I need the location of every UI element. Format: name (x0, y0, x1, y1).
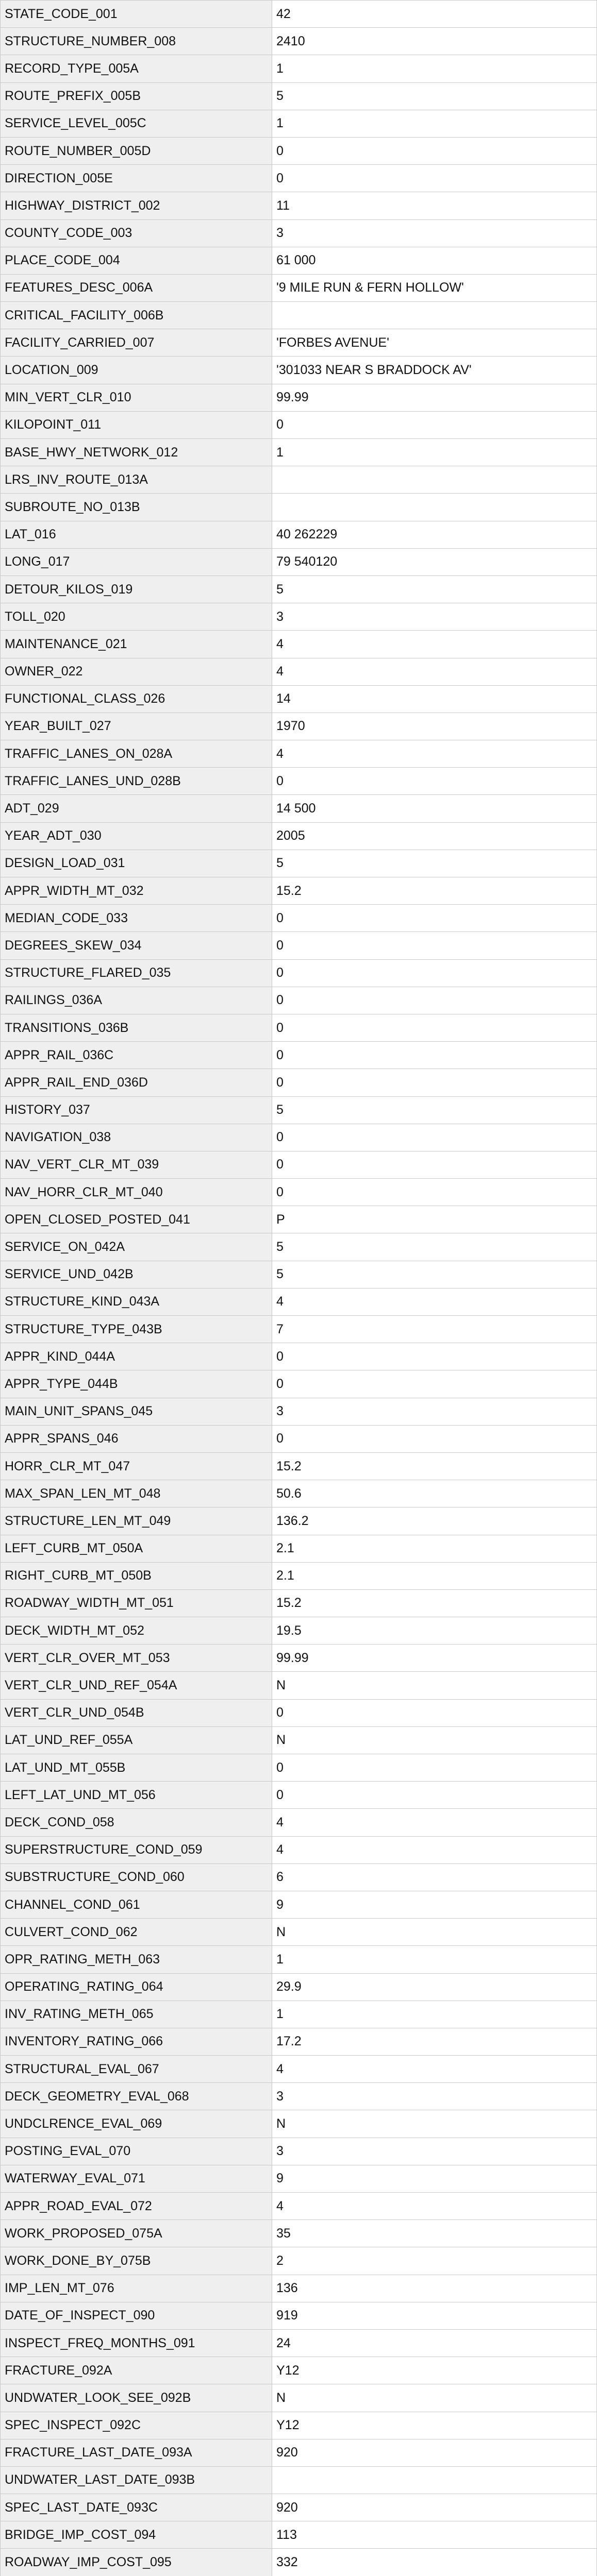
table-row (1, 987, 597, 1014)
table-row (1, 1699, 597, 1726)
field-value-cell (272, 302, 597, 329)
field-value-cell: 7 (272, 1316, 597, 1343)
field-name-cell: SERVICE_ON_042A (1, 1233, 272, 1261)
field-name-cell: FRACTURE_LAST_DATE_093A (1, 2439, 272, 2466)
field-name-cell: LAT_UND_REF_055A (1, 1726, 272, 1754)
field-value-cell: 5 (272, 82, 597, 110)
field-value-cell: 920 (272, 2494, 597, 2521)
field-value-cell: 1970 (272, 713, 597, 740)
field-name-cell: LAT_016 (1, 521, 272, 548)
field-name-cell: FACILITY_CARRIED_007 (1, 329, 272, 357)
field-value-cell: 5 (272, 575, 597, 603)
table-row (1, 1480, 597, 1507)
table-row (1, 2302, 597, 2329)
field-name-cell: RECORD_TYPE_005A (1, 55, 272, 82)
field-value-cell: 3 (272, 2138, 597, 2165)
field-value-cell: 0 (272, 1343, 597, 1370)
table-row (1, 329, 597, 357)
field-value-cell: 42 (272, 1, 597, 28)
field-value-cell: 4 (272, 740, 597, 768)
field-name-cell: MAINTENANCE_021 (1, 631, 272, 658)
field-name-cell: SERVICE_LEVEL_005C (1, 110, 272, 137)
field-name-cell: OPR_RATING_METH_063 (1, 1946, 272, 1973)
field-name-cell: MAIN_UNIT_SPANS_045 (1, 1398, 272, 1425)
table-row (1, 1179, 597, 1206)
field-name-cell: CHANNEL_COND_061 (1, 1891, 272, 1918)
field-name-cell: LONG_017 (1, 548, 272, 575)
field-value-cell: 4 (272, 631, 597, 658)
field-name-cell: LRS_INV_ROUTE_013A (1, 466, 272, 494)
table-row (1, 575, 597, 603)
table-row (1, 740, 597, 768)
field-value-cell: 24 (272, 2329, 597, 2357)
table-row (1, 384, 597, 411)
field-name-cell: DECK_GEOMETRY_EVAL_068 (1, 2083, 272, 2110)
table-row (1, 795, 597, 822)
field-value-cell: 35 (272, 2220, 597, 2247)
field-name-cell: ROADWAY_IMP_COST_095 (1, 2549, 272, 2576)
field-value-cell: 17.2 (272, 2028, 597, 2055)
field-name-cell: TRAFFIC_LANES_ON_028A (1, 740, 272, 768)
field-name-cell: PLACE_CODE_004 (1, 247, 272, 274)
table-row (1, 1726, 597, 1754)
field-value-cell: 0 (272, 1124, 597, 1151)
table-row (1, 2384, 597, 2412)
field-value-cell: 920 (272, 2439, 597, 2466)
field-value-cell: 113 (272, 2521, 597, 2549)
field-value-cell: N (272, 2110, 597, 2138)
table-row (1, 1589, 597, 1617)
field-value-cell: 1 (272, 2001, 597, 2028)
table-row (1, 685, 597, 713)
table-row (1, 1946, 597, 1973)
table-row (1, 274, 597, 301)
table-row (1, 1096, 597, 1124)
field-value-cell: 332 (272, 2549, 597, 2576)
field-value-cell: 4 (272, 1809, 597, 1836)
field-value-cell: 2.1 (272, 1562, 597, 1589)
field-name-cell: FUNCTIONAL_CLASS_026 (1, 685, 272, 713)
field-name-cell: APPR_SPANS_046 (1, 1425, 272, 1452)
field-value-cell: 50.6 (272, 1480, 597, 1507)
field-name-cell: DATE_OF_INSPECT_090 (1, 2302, 272, 2329)
field-name-cell: RAILINGS_036A (1, 987, 272, 1014)
table-row (1, 28, 597, 55)
table-row (1, 82, 597, 110)
table-row (1, 2466, 597, 2494)
field-name-cell: CRITICAL_FACILITY_006B (1, 302, 272, 329)
field-value-cell: P (272, 1206, 597, 1233)
field-value-cell (272, 2466, 597, 2494)
field-name-cell: APPR_WIDTH_MT_032 (1, 877, 272, 905)
field-value-cell: 14 500 (272, 795, 597, 822)
field-name-cell: WATERWAY_EVAL_071 (1, 2165, 272, 2192)
table-row (1, 1151, 597, 1178)
field-value-cell: 0 (272, 165, 597, 192)
table-row (1, 439, 597, 466)
field-value-cell: 0 (272, 1425, 597, 1452)
field-value-cell: 0 (272, 1014, 597, 1041)
field-value-cell: 9 (272, 1891, 597, 1918)
table-row (1, 713, 597, 740)
field-value-cell: 79 540120 (272, 548, 597, 575)
table-row (1, 2549, 597, 2576)
table-row (1, 850, 597, 877)
field-name-cell: SPEC_INSPECT_092C (1, 2412, 272, 2439)
table-row (1, 1754, 597, 1782)
field-name-cell: INV_RATING_METH_065 (1, 2001, 272, 2028)
field-value-cell: 1 (272, 1946, 597, 1973)
field-value-cell: 0 (272, 932, 597, 959)
field-value-cell: 5 (272, 1233, 597, 1261)
table-row (1, 1233, 597, 1261)
field-name-cell: LOCATION_009 (1, 357, 272, 384)
table-row (1, 2138, 597, 2165)
table-row (1, 1316, 597, 1343)
table-row (1, 2001, 597, 2028)
field-name-cell: SERVICE_UND_042B (1, 1261, 272, 1288)
field-name-cell: UNDCLRENCE_EVAL_069 (1, 2110, 272, 2138)
field-value-cell: 136 (272, 2275, 597, 2302)
table-row (1, 1452, 597, 1480)
table-row (1, 2329, 597, 2357)
table-row (1, 411, 597, 438)
field-value-cell: N (272, 1919, 597, 1946)
table-row (1, 1370, 597, 1398)
field-name-cell: ROUTE_NUMBER_005D (1, 137, 272, 164)
table-row (1, 1836, 597, 1863)
field-value-cell: 14 (272, 685, 597, 713)
table-row (1, 1042, 597, 1069)
field-name-cell: VERT_CLR_OVER_MT_053 (1, 1645, 272, 1672)
table-row (1, 822, 597, 850)
table-row (1, 1, 597, 28)
field-name-cell: YEAR_BUILT_027 (1, 713, 272, 740)
table-row (1, 1206, 597, 1233)
field-value-cell: N (272, 1726, 597, 1754)
field-value-cell: 99.99 (272, 1645, 597, 1672)
table-row (1, 137, 597, 164)
table-row (1, 302, 597, 329)
field-value-cell: 1 (272, 439, 597, 466)
table-row (1, 631, 597, 658)
field-name-cell: CULVERT_COND_062 (1, 1919, 272, 1946)
field-value-cell: 29.9 (272, 1973, 597, 2001)
field-name-cell: FEATURES_DESC_006A (1, 274, 272, 301)
field-name-cell: NAVIGATION_038 (1, 1124, 272, 1151)
field-name-cell: DEGREES_SKEW_034 (1, 932, 272, 959)
table-row (1, 1124, 597, 1151)
field-name-cell: TOLL_020 (1, 603, 272, 631)
field-name-cell: ADT_029 (1, 795, 272, 822)
table-row (1, 768, 597, 795)
table-row (1, 1809, 597, 1836)
field-name-cell: LAT_UND_MT_055B (1, 1754, 272, 1782)
field-value-cell: 40 262229 (272, 521, 597, 548)
field-name-cell: VERT_CLR_UND_REF_054A (1, 1672, 272, 1699)
field-name-cell: INSPECT_FREQ_MONTHS_091 (1, 2329, 272, 2357)
field-value-cell: 136.2 (272, 1507, 597, 1535)
table-row (1, 110, 597, 137)
table-row (1, 1973, 597, 2001)
table-row (1, 1288, 597, 1315)
field-name-cell: SPEC_LAST_DATE_093C (1, 2494, 272, 2521)
field-name-cell: POSTING_EVAL_070 (1, 2138, 272, 2165)
field-value-cell: N (272, 2384, 597, 2412)
table-row (1, 959, 597, 987)
table-row (1, 2028, 597, 2055)
field-value-cell: 3 (272, 603, 597, 631)
field-value-cell: 9 (272, 2165, 597, 2192)
field-value-cell: 919 (272, 2302, 597, 2329)
field-name-cell: OPERATING_RATING_064 (1, 1973, 272, 2001)
field-value-cell: 0 (272, 1069, 597, 1096)
field-name-cell: SUPERSTRUCTURE_COND_059 (1, 1836, 272, 1863)
table-row (1, 1069, 597, 1096)
field-value-cell: 0 (272, 1699, 597, 1726)
field-value-cell: 0 (272, 1754, 597, 1782)
field-name-cell: TRANSITIONS_036B (1, 1014, 272, 1041)
table-row (1, 494, 597, 521)
field-value-cell: 99.99 (272, 384, 597, 411)
field-value-cell: 4 (272, 658, 597, 685)
field-value-cell: 'FORBES AVENUE' (272, 329, 597, 357)
table-row (1, 1014, 597, 1041)
table-row (1, 1891, 597, 1918)
field-name-cell: IMP_LEN_MT_076 (1, 2275, 272, 2302)
table-row (1, 2110, 597, 2138)
field-value-cell (272, 466, 597, 494)
field-name-cell: LEFT_CURB_MT_050A (1, 1535, 272, 1562)
table-row (1, 1343, 597, 1370)
table-row (1, 658, 597, 685)
table-row (1, 1672, 597, 1699)
field-value-cell: 19.5 (272, 1617, 597, 1645)
field-name-cell: UNDWATER_LOOK_SEE_092B (1, 2384, 272, 2412)
table-row (1, 2412, 597, 2439)
field-name-cell: OPEN_CLOSED_POSTED_041 (1, 1206, 272, 1233)
field-name-cell: NAV_VERT_CLR_MT_039 (1, 1151, 272, 1178)
field-name-cell: WORK_DONE_BY_075B (1, 2247, 272, 2275)
field-name-cell: HISTORY_037 (1, 1096, 272, 1124)
table-row (1, 2439, 597, 2466)
table-row (1, 1617, 597, 1645)
table-row (1, 357, 597, 384)
field-name-cell: FRACTURE_092A (1, 2357, 272, 2384)
field-name-cell: STRUCTURE_TYPE_043B (1, 1316, 272, 1343)
field-value-cell: 2 (272, 2247, 597, 2275)
field-name-cell: VERT_CLR_UND_054B (1, 1699, 272, 1726)
table-row (1, 192, 597, 219)
table-row (1, 1398, 597, 1425)
field-value-cell: 15.2 (272, 1452, 597, 1480)
field-value-cell: N (272, 1672, 597, 1699)
field-value-cell: 0 (272, 905, 597, 932)
field-value-cell (272, 494, 597, 521)
table-row (1, 219, 597, 247)
field-value-cell: 4 (272, 2193, 597, 2220)
field-value-cell: 0 (272, 411, 597, 438)
field-name-cell: HIGHWAY_DISTRICT_002 (1, 192, 272, 219)
field-name-cell: SUBSTRUCTURE_COND_060 (1, 1863, 272, 1891)
field-name-cell: APPR_TYPE_044B (1, 1370, 272, 1398)
table-row (1, 1919, 597, 1946)
table-row (1, 877, 597, 905)
field-name-cell: APPR_RAIL_END_036D (1, 1069, 272, 1096)
field-value-cell: 0 (272, 1042, 597, 1069)
field-name-cell: STATE_CODE_001 (1, 1, 272, 28)
field-value-cell: 15.2 (272, 1589, 597, 1617)
field-name-cell: APPR_KIND_044A (1, 1343, 272, 1370)
field-name-cell: STRUCTURE_LEN_MT_049 (1, 1507, 272, 1535)
field-value-cell: '301033 NEAR S BRADDOCK AV' (272, 357, 597, 384)
table-row (1, 1507, 597, 1535)
field-value-cell: '9 MILE RUN & FERN HOLLOW' (272, 274, 597, 301)
field-name-cell: RIGHT_CURB_MT_050B (1, 1562, 272, 1589)
field-name-cell: NAV_HORR_CLR_MT_040 (1, 1179, 272, 1206)
field-value-cell: 5 (272, 1261, 597, 1288)
field-value-cell: 5 (272, 1096, 597, 1124)
field-value-cell: 5 (272, 850, 597, 877)
table-row (1, 1645, 597, 1672)
field-value-cell: 2005 (272, 822, 597, 850)
field-name-cell: COUNTY_CODE_003 (1, 219, 272, 247)
field-value-cell: Y12 (272, 2412, 597, 2439)
field-value-cell: 1 (272, 110, 597, 137)
field-name-cell: DECK_COND_058 (1, 1809, 272, 1836)
table-row (1, 2494, 597, 2521)
table-row (1, 165, 597, 192)
field-name-cell: DIRECTION_005E (1, 165, 272, 192)
field-value-cell: 0 (272, 137, 597, 164)
field-value-cell: Y12 (272, 2357, 597, 2384)
field-value-cell: 0 (272, 1370, 597, 1398)
table-row (1, 2083, 597, 2110)
field-value-cell: 0 (272, 1179, 597, 1206)
field-value-cell: 1 (272, 55, 597, 82)
table-row (1, 2247, 597, 2275)
field-value-cell: 0 (272, 1782, 597, 1809)
field-name-cell: MAX_SPAN_LEN_MT_048 (1, 1480, 272, 1507)
field-name-cell: ROADWAY_WIDTH_MT_051 (1, 1589, 272, 1617)
table-row (1, 1425, 597, 1452)
field-name-cell: APPR_RAIL_036C (1, 1042, 272, 1069)
table-row (1, 2275, 597, 2302)
table-row (1, 2220, 597, 2247)
field-name-cell: DECK_WIDTH_MT_052 (1, 1617, 272, 1645)
table-row (1, 1261, 597, 1288)
table-row (1, 603, 597, 631)
field-value-cell: 0 (272, 1151, 597, 1178)
table-row (1, 2056, 597, 2083)
field-value-cell: 3 (272, 219, 597, 247)
field-name-cell: KILOPOINT_011 (1, 411, 272, 438)
field-value-cell: 4 (272, 1836, 597, 1863)
table-row (1, 521, 597, 548)
field-value-cell: 2.1 (272, 1535, 597, 1562)
field-name-cell: YEAR_ADT_030 (1, 822, 272, 850)
table-row (1, 548, 597, 575)
field-name-cell: STRUCTURE_KIND_043A (1, 1288, 272, 1315)
table-row (1, 1863, 597, 1891)
table-row (1, 1535, 597, 1562)
field-value-cell: 0 (272, 987, 597, 1014)
field-value-cell: 3 (272, 2083, 597, 2110)
table-row (1, 905, 597, 932)
field-name-cell: WORK_PROPOSED_075A (1, 2220, 272, 2247)
bridge-record-body (1, 1, 597, 2576)
field-value-cell: 4 (272, 2056, 597, 2083)
field-name-cell: DETOUR_KILOS_019 (1, 575, 272, 603)
field-name-cell: LEFT_LAT_UND_MT_056 (1, 1782, 272, 1809)
table-row (1, 2521, 597, 2549)
field-name-cell: STRUCTURE_NUMBER_008 (1, 28, 272, 55)
field-name-cell: STRUCTURE_FLARED_035 (1, 959, 272, 987)
table-row (1, 932, 597, 959)
table-row (1, 55, 597, 82)
table-row (1, 1562, 597, 1589)
field-value-cell: 4 (272, 1288, 597, 1315)
table-row (1, 1782, 597, 1809)
table-row (1, 2165, 597, 2192)
field-name-cell: OWNER_022 (1, 658, 272, 685)
field-name-cell: DESIGN_LOAD_031 (1, 850, 272, 877)
field-name-cell: ROUTE_PREFIX_005B (1, 82, 272, 110)
field-name-cell: SUBROUTE_NO_013B (1, 494, 272, 521)
field-value-cell: 15.2 (272, 877, 597, 905)
field-name-cell: BASE_HWY_NETWORK_012 (1, 439, 272, 466)
field-name-cell: INVENTORY_RATING_066 (1, 2028, 272, 2055)
field-value-cell: 11 (272, 192, 597, 219)
field-name-cell: MIN_VERT_CLR_010 (1, 384, 272, 411)
field-value-cell: 61 000 (272, 247, 597, 274)
field-value-cell: 3 (272, 1398, 597, 1425)
field-name-cell: HORR_CLR_MT_047 (1, 1452, 272, 1480)
table-row (1, 466, 597, 494)
table-row (1, 2357, 597, 2384)
field-value-cell: 2410 (272, 28, 597, 55)
field-name-cell: TRAFFIC_LANES_UND_028B (1, 768, 272, 795)
field-value-cell: 0 (272, 959, 597, 987)
field-value-cell: 6 (272, 1863, 597, 1891)
field-name-cell: MEDIAN_CODE_033 (1, 905, 272, 932)
field-name-cell: STRUCTURAL_EVAL_067 (1, 2056, 272, 2083)
field-name-cell: APPR_ROAD_EVAL_072 (1, 2193, 272, 2220)
field-value-cell: 0 (272, 768, 597, 795)
table-row (1, 247, 597, 274)
table-row (1, 2193, 597, 2220)
field-name-cell: BRIDGE_IMP_COST_094 (1, 2521, 272, 2549)
field-name-cell: UNDWATER_LAST_DATE_093B (1, 2466, 272, 2494)
